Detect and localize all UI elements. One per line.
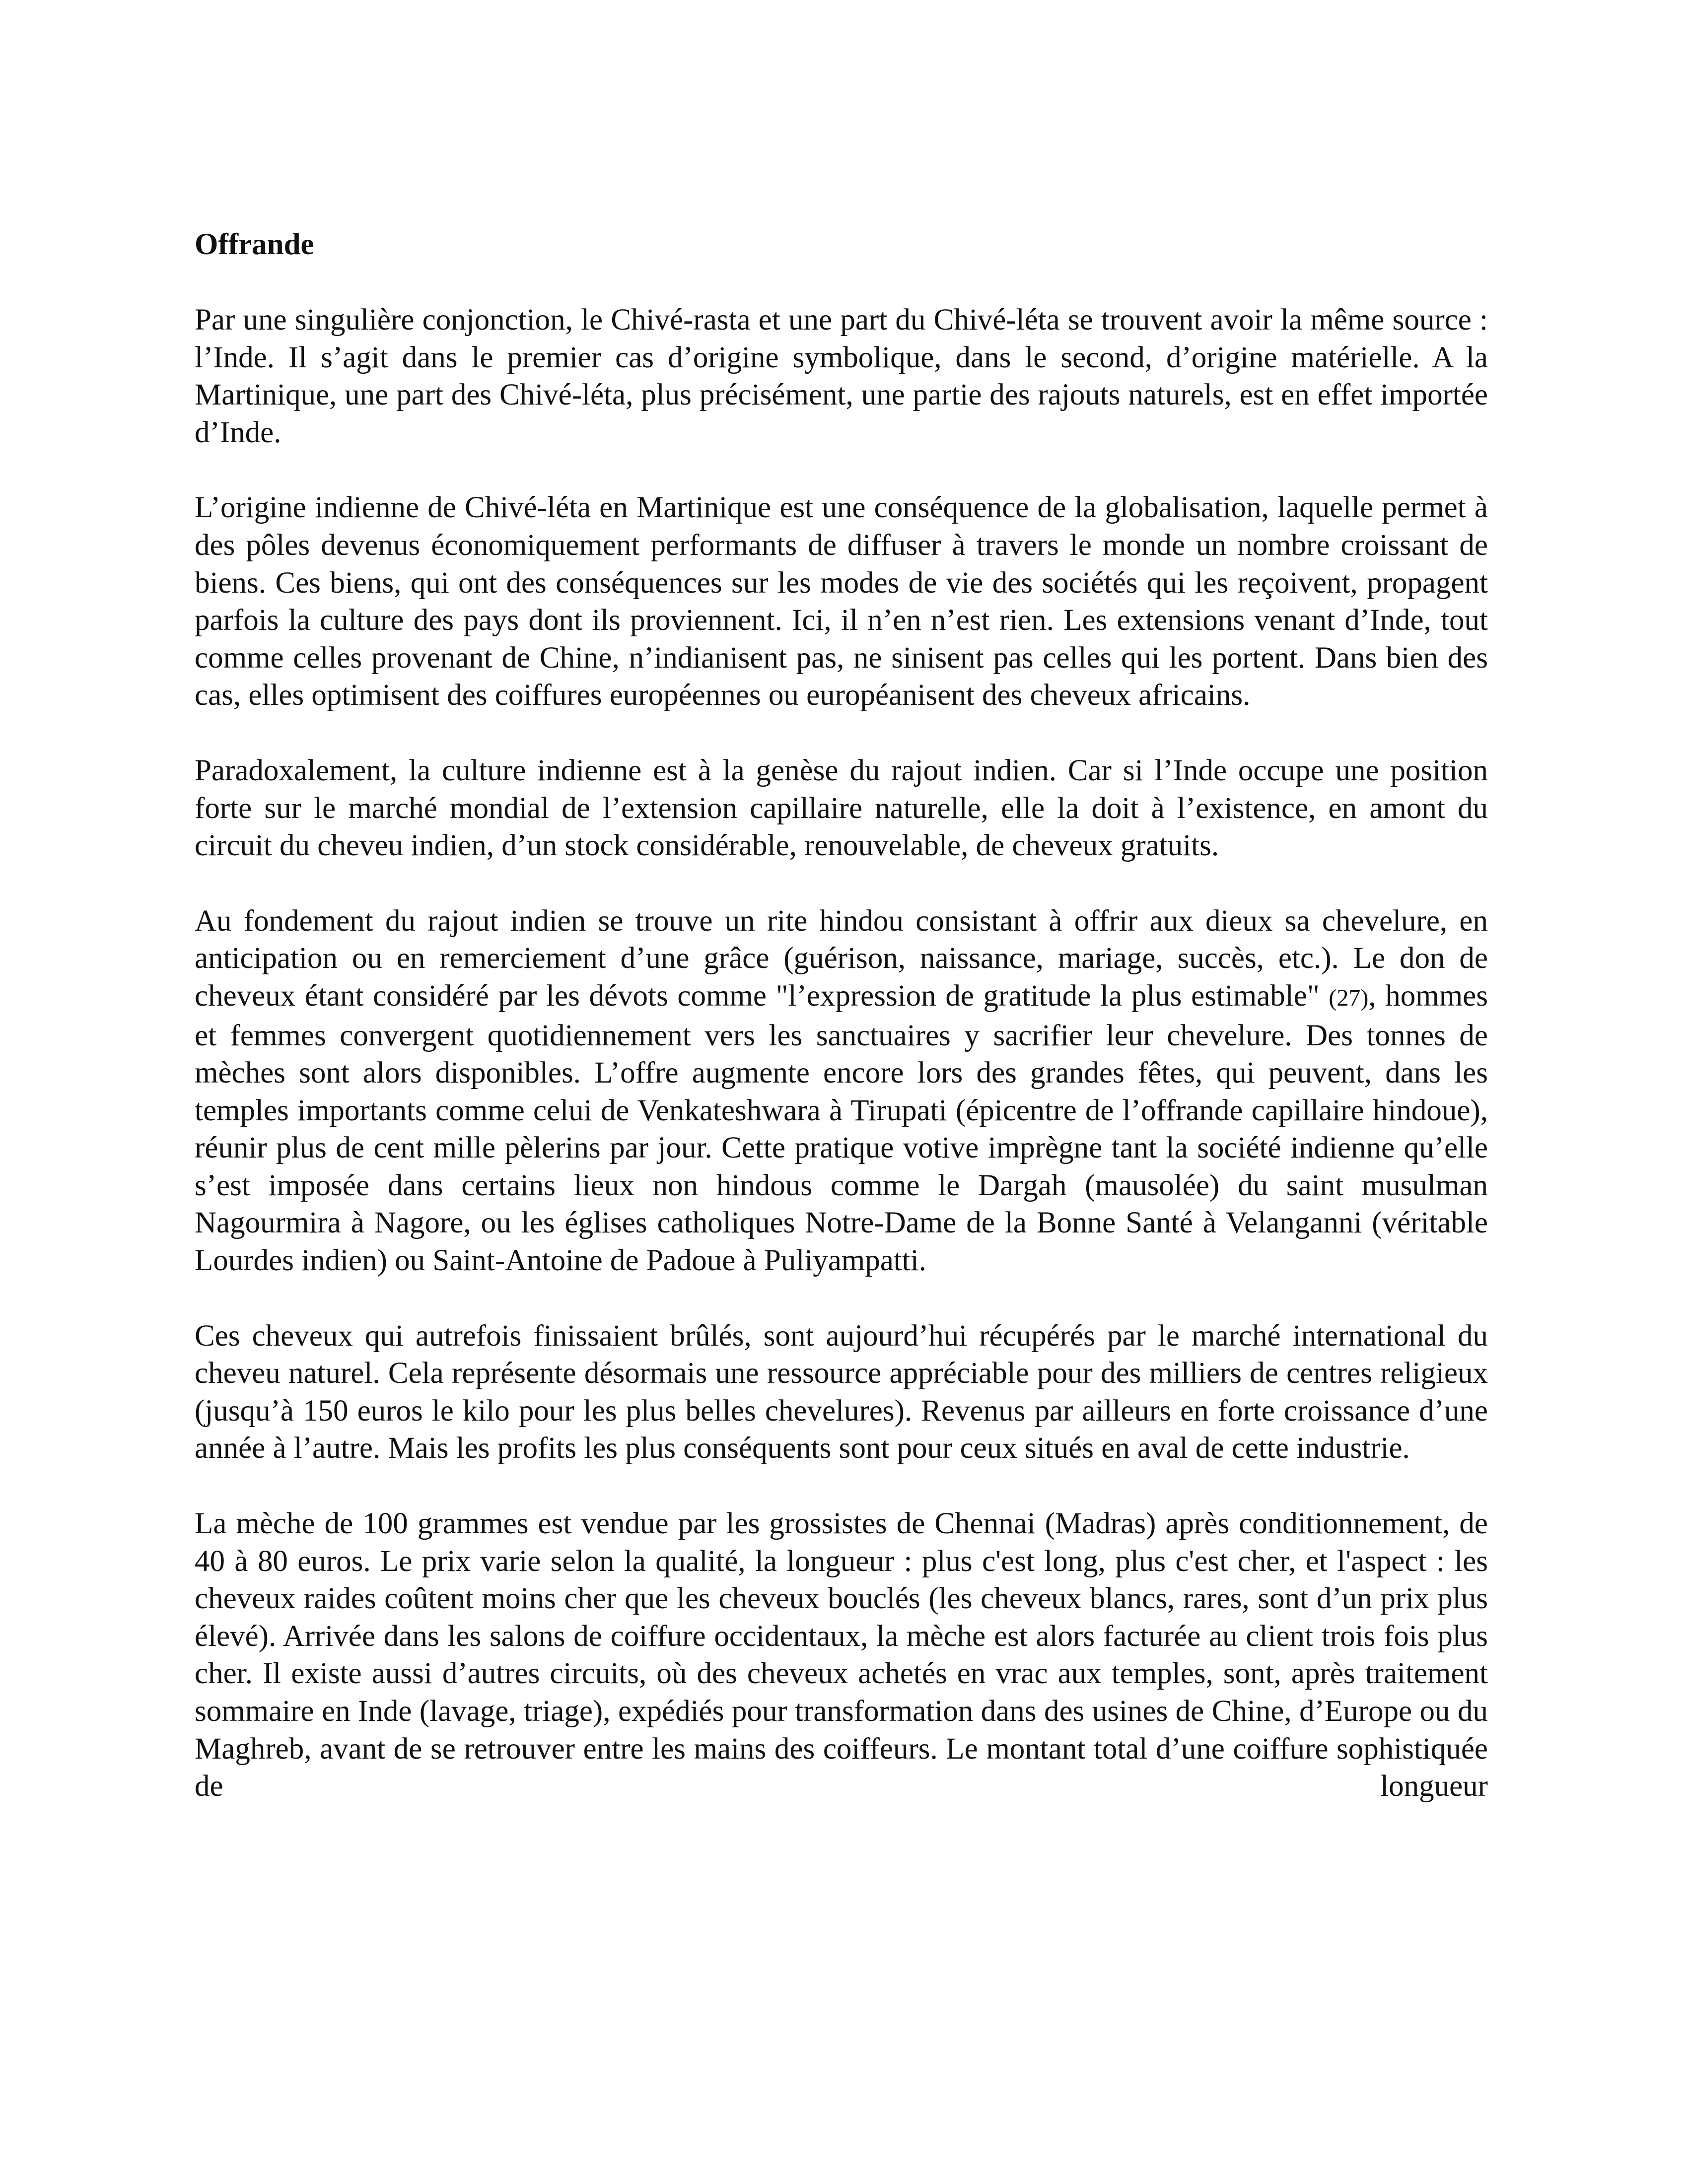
paragraph-5: Ces cheveux qui autrefois finissaient brûlés, sont aujourd’hui récupérés par le marché international du cheveu naturel. Cela représente désormais une ressource appréciable pour des milliers de centres religieux (jusqu’à 150 euros le kilo pour les plus belles chevelures). Revenus par ailleurs en forte croissance d’une année à l’autre. Mais les profits les plus conséquents sont pour ceux situés en aval de cette industrie. <box>195 1319 1488 1465</box>
document-body <box>195 226 1488 1805</box>
footnote-reference: (27) <box>1329 984 1369 1011</box>
paragraph-4-text-end: , hommes et femmes convergent quotidiennement vers les sanctuaires y sacrifier leur chevelure. Des tonnes de mèches sont alors disponibles. L’offre augmente encore lors des grandes fêtes, qui peuvent, dans les temples importants comme celui de Venkateshwara à Tirupati (épicentre de l’offrande capillaire hindoue), réunir plus de cent mille pèlerins par jour. Cette pratique votive imprègne tant la société indienne qu’elle s’est imposée dans certains lieux non hindous comme le Dargah (mausolée) du saint musulman Nagourmira à Nagore, ou les églises catholiques Notre-Dame de la Bonne Santé à Velanganni (véritable Lourdes indien) ou Saint-Antoine de Padoue à Puliyampatti. <box>195 979 1488 1278</box>
paragraph-3: Paradoxalement, la culture indienne est à la genèse du rajout indien. Car si l’Inde occupe une position forte sur le marché mondial de l’extension capillaire naturelle, elle la doit à l’existence, en amont du circuit du cheveu indien, d’un stock considérable, renouvelable, de cheveux gratuits. <box>195 753 1488 863</box>
paragraph-2: L’origine indienne de Chivé-léta en Martinique est une conséquence de la globalisation, laquelle permet à des pôles devenus économiquement performants de diffuser à travers le monde un nombre croissant de biens. Ces biens, qui ont des conséquences sur les modes de vie des sociétés qui les reçoivent, propagent parfois la culture des pays dont ils proviennent. Ici, il n’en n’est rien. Les extensions venant d’Inde, tout comme celles provenant de Chine, n’indianisent pas, ne sinisent pas celles qui les portent. Dans bien des cas, elles optimisent des coiffures européennes ou européanisent des cheveux africains. <box>195 491 1488 712</box>
paragraph-4-text-start: Au fondement du rajout indien se trouve un rite hindou consistant à offrir aux dieux sa chevelure, en anticipation ou en remerciement d’une grâce (guérison, naissance, mariage, succès, etc.). Le don de cheveux étant considéré par les dévots comme "l’expression de gratitude la plus estimable" <box>195 904 1488 1013</box>
section-title: Offrande <box>195 228 314 261</box>
paragraph-1: Par une singulière conjonction, le Chivé-rasta et une part du Chivé-léta se trouvent avoir la même source : l’Inde. Il s’agit dans le premier cas d’origine symbolique, dans le second, d’origine matérielle. A la Martinique, une part des Chivé-léta, plus précisément, une partie des rajouts naturels, est en effet importée d’Inde. <box>195 303 1488 449</box>
paragraph-4 <box>195 902 1488 1280</box>
paragraph-6: La mèche de 100 grammes est vendue par les grossistes de Chennai (Madras) après conditionnement, de 40 à 80 euros. Le prix varie selon la qualité, la longueur : plus c'est long, plus c'est cher, et l'aspect : les cheveux raides coûtent moins cher que les cheveux bouclés (les cheveux blancs, rares, sont d’un prix plus élevé). Arrivée dans les salons de coiffure occidentaux, la mèche est alors facturée au client trois fois plus cher. Il existe aussi d’autres circuits, où des cheveux achetés en vrac aux temples, sont, après traitement sommaire en Inde (lavage, triage), expédiés pour transformation dans des usines de Chine, d’Europe ou du Maghreb, avant de se retrouver entre les mains des coiffeurs. Le montant total d’une coiffure sophistiquée de longueur <box>195 1507 1488 1803</box>
